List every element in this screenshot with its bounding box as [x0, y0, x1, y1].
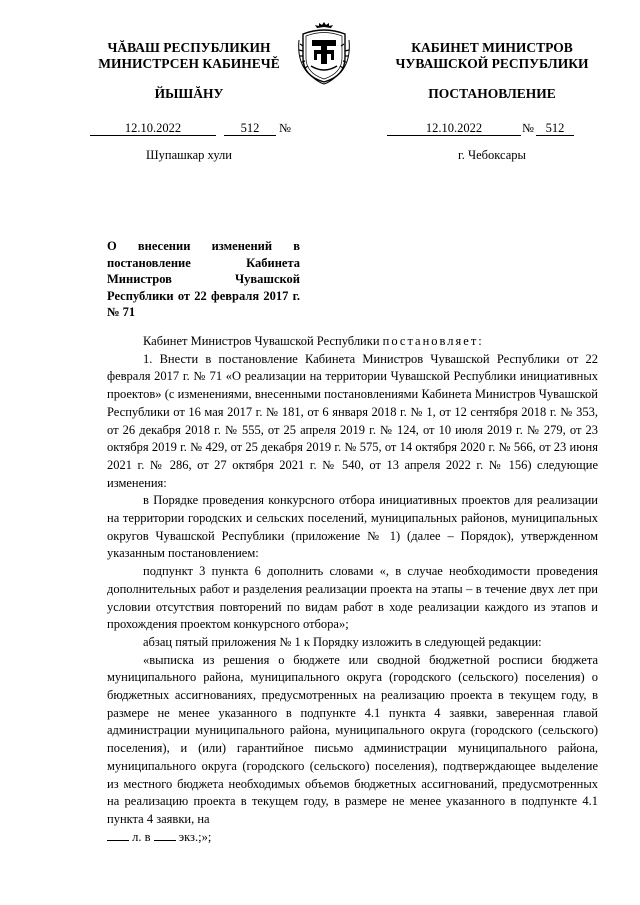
chuvash-coat-of-arms-icon	[297, 20, 351, 86]
header-left-doc-type: ЙЫШĂНУ	[154, 86, 224, 101]
header-right-line2: ЧУВАШСКОЙ РЕСПУБЛИКИ	[395, 56, 589, 71]
right-date: 12.10.2022	[387, 121, 521, 136]
intro-paragraph	[107, 333, 598, 351]
intro-verb: постановляет:	[382, 334, 484, 348]
left-date: 12.10.2022	[90, 121, 216, 136]
header-left-line1: ЧĂВАШ РЕСПУБЛИКИН	[107, 40, 271, 55]
left-number: 512	[224, 121, 276, 136]
right-number-sign: №	[522, 121, 534, 135]
header-left-line2: МИНИСТРСЕН КАБИНЕЧĚ	[98, 56, 280, 71]
document-title: О внесении изменений в постановление Кабинета Министров Чувашской Республики от 22 февраля 2017 г. № 71	[107, 239, 300, 319]
paragraph-5-tail	[107, 829, 598, 847]
right-number: 512	[536, 121, 574, 136]
header-right-line1: КАБИНЕТ МИНИСТРОВ	[411, 40, 573, 55]
blank-line-copies	[154, 829, 176, 841]
paragraph-1: 1. Внести в постановление Кабинета Министров Чувашской Республики от 22 февраля 2017 г. № 71 «О реализации на территории Чувашской Республики инициативных проектов» (с изменениями, внесенными постановлениями Кабинета Министров Чувашской Республики от 16 мая 2017 г. № 181, от 6 января 2018 г. № 1, от 12 сентября 2018 г. № 353, от 26 декабря 2018 г. № 555, от 25 апреля 2019 г. № 124, от 10 июля 2019 г. № 279, от 23 октября 2019 г. № 429, от 25 декабря 2019 г. № 575, от 14 октября 2020 г. № 566, от 23 июня 2021 г. № 286, от 27 октября 2021 г. № 540, от 13 апреля 2022 г. № 156) следующие изменения:	[107, 351, 598, 490]
right-date-number-row	[387, 119, 597, 137]
paragraph-5: «выписка из решения о бюджете или сводной бюджетной росписи бюджета муниципального района, муниципального округа (городского (сельского) поселения) о бюджетных ассигнованиях, предусмотренных на реализацию проекта в текущем году, в размере не менее указанного в подпункте 4.1 пункта 4 заявки, заверенная главой администрации муниципального района, муниципального округа (городского (сельского) поселения), и (или) гарантийное письмо администрации муниципального района, муниципального округа (городского (сельского) поселения), подтверждающее выделение из местного бюджета необходимых объемов бюджетных ассигнований, предусмотренных на реализацию проекта в текущем году, в размере не менее указанного в подпункте 4.1 пункта 4 заявки, на	[107, 652, 598, 826]
paragraph-2: в Порядке проведения конкурсного отбора инициативных проектов для реализации на территории городских и сельских поселений, муниципальных районов, муниципальных округов Чувашской Республики (приложение № 1) (далее – Порядок), утвержденном указанным постановлением:	[107, 493, 598, 561]
paragraph-3: подпункт 3 пункта 6 дополнить словами «, в случае необходимости проведения дополнительных работ и разделения реализации проекта на этапы – в течение двух лет при условии отсутствия повторений по видам работ в ходе реализации каждого из этапов и прохождения проектом конкурсного отбора»;	[107, 564, 598, 632]
paragraph-4: абзац пятый приложения № 1 к Порядку изложить в следующей редакции:	[143, 634, 542, 649]
document-body	[107, 333, 598, 846]
right-city: г. Чебоксары	[458, 148, 526, 162]
tail-pages-text: л. в	[129, 829, 154, 844]
blank-line-pages	[107, 829, 129, 841]
left-number-sign: №	[279, 121, 291, 135]
header-left-org	[80, 40, 298, 72]
header-right-doc-type: ПОСТАНОВЛЕНИЕ	[428, 86, 556, 101]
left-date-number-row	[90, 119, 300, 137]
tail-copies-text: экз.;»;	[175, 829, 212, 844]
left-city: Шупашкар хули	[146, 148, 232, 162]
header-right-org	[383, 40, 601, 72]
intro-main: Кабинет Министров Чувашской Республики	[143, 334, 383, 348]
